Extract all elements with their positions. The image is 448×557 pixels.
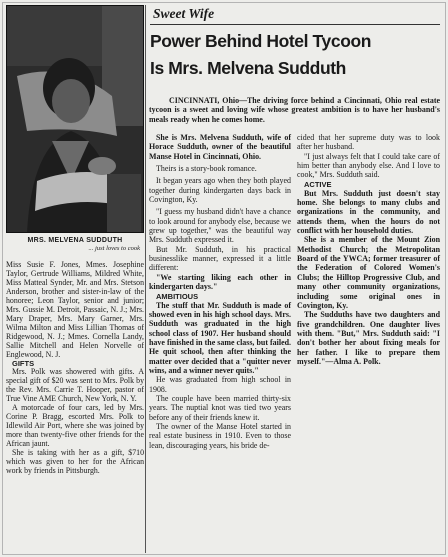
middle-paragraph: The couple have been married thirty-six years. The nuptial knot was tied two years before any of their friends knew it. xyxy=(149,393,291,422)
right-paragraph: "I just always felt that I could take care of him better than anybody else. And I love to cook," Mrs. Sudduth said. xyxy=(297,151,440,180)
middle-column xyxy=(149,133,291,450)
middle-paragraph: But Mr. Sudduth, in his practical businesslike manner, expressed it a little different: xyxy=(149,244,291,273)
middle-paragraph: The owner of the Manse Hotel started in real estate business in 1910. Even to those lean, discouraging years, his bride de- xyxy=(149,421,291,450)
left-paragraph: Mrs. Polk was showered with gifts. A special gift of $20 was sent to Mrs. Polk by the Rev. Mrs. Carrie T. Hooper, pastor of True Vine AME Church, New York, N. Y. xyxy=(6,367,144,404)
right-paragraph: She is a member of the Mount Zion Methodist Church; the Metropolitan Board of the YWCA; former treasurer of the Federation of Colored Women's Clubs; the Hilltop Progressive Club, and many other community organizations, including some original ones in Covington, Ky. xyxy=(297,235,440,310)
photo-caption-name: MRS. MELVENA SUDDUTH xyxy=(27,237,123,244)
right-paragraph: cided that her supreme duty was to look after her husband. xyxy=(297,133,440,152)
lede-paragraph: CINCINNATI, Ohio—The driving force behind a Cincinnati, Ohio real estate tycoon is a sweet and loving wife whose greatest ambition is to have her husband's meals ready when he comes home. xyxy=(149,96,440,124)
middle-paragraph: She is Mrs. Melvena Sudduth, wife of Horace Sudduth, owner of the beautiful Manse Hotel in Cincinnati, Ohio. xyxy=(149,133,291,161)
middle-paragraph: The stuff that Mr. Sudduth is made of showed even in his high school days. Mrs. Sudduth was graduated in the high school class of 1907. Her husband should have finished in the same class, but failed. He quit school, then after thinking the matter over decided that a "quitter never wins, and a winner never quits." xyxy=(149,300,291,375)
left-column-text xyxy=(6,261,144,476)
right-paragraph: The Sudduths have two daughters and five grandchildren. One daughter lives with them. "But," Mrs. Sudduth said: "I don't bother her about fixing meals for her father. I like to prepare them myself."—Alma A. Polk. xyxy=(297,310,440,366)
middle-paragraph: "I guess my husband didn't have a chance to look around for anybody else, because we grew up together," was the beautiful way Mrs. Sudduth expressed it. xyxy=(149,207,291,245)
column-divider xyxy=(145,5,146,553)
active-subhead: ACTIVE xyxy=(304,179,332,189)
middle-paragraph: "We starting liking each other in kindergarten days." xyxy=(149,272,291,292)
portrait-photo xyxy=(6,5,144,233)
middle-paragraph: Theirs is a story-book romance. xyxy=(156,164,257,174)
middle-paragraph: It began years ago when they both played together during kindergarten days back in Covington, Ky. xyxy=(149,176,291,205)
headline-line-2: Is Mrs. Melvena Sudduth xyxy=(150,58,346,78)
right-paragraph: But Mrs. Sudduth just doesn't stay home. She belongs to many clubs and organizations in the community, and attends them, when the hours do not conflict with her household duties. xyxy=(297,188,440,236)
ambitious-subhead: AMBITIOUS xyxy=(156,291,199,301)
gifts-subhead: GIFTS xyxy=(12,359,35,369)
left-column xyxy=(6,5,144,476)
kicker: Sweet Wife xyxy=(153,6,215,21)
photo-caption-tag: ... just loves to cook xyxy=(88,245,140,252)
kicker-rule xyxy=(150,24,440,25)
right-column xyxy=(297,133,440,366)
portrait-illustration xyxy=(7,6,143,232)
headline-line-1: Power Behind Hotel Tycoon xyxy=(150,31,372,51)
left-paragraph: A motorcade of four cars, led by Mrs. Corine P. Bragg, escorted Mrs. Polk to Idlewild Air Port, where she was joined by more than twenty-five other friends for the African jaunt. xyxy=(6,403,144,449)
guest-list-paragraph: Miss Susie F. Jones, Mmes. Josephine Taylor, Gertrude Williams, Mildred White, Miss Matteal Synder, Mr. and Mrs. Stetson Anderson, brother and sister-in-law of the honoree; Leon Taylor, senior and junior; Mrs. Gussie M. Detroit, Passaic, N. J.; Mrs. Mary Draper, Mrs. Mary Garner, Mrs. Wilma Milton and Miss Lillian Thomas of Ridgewood, N. J.; Mmes. Cornella Landy, Sallie Mitchell and Helen Norvelle of Englewood, N. J. xyxy=(6,260,144,359)
middle-paragraph: He was graduated from high school in 1908. xyxy=(149,375,291,394)
left-paragraph: She is taking with her as a gift, $710 which was given to her for the African work by friends in Pittsburgh. xyxy=(6,448,144,475)
